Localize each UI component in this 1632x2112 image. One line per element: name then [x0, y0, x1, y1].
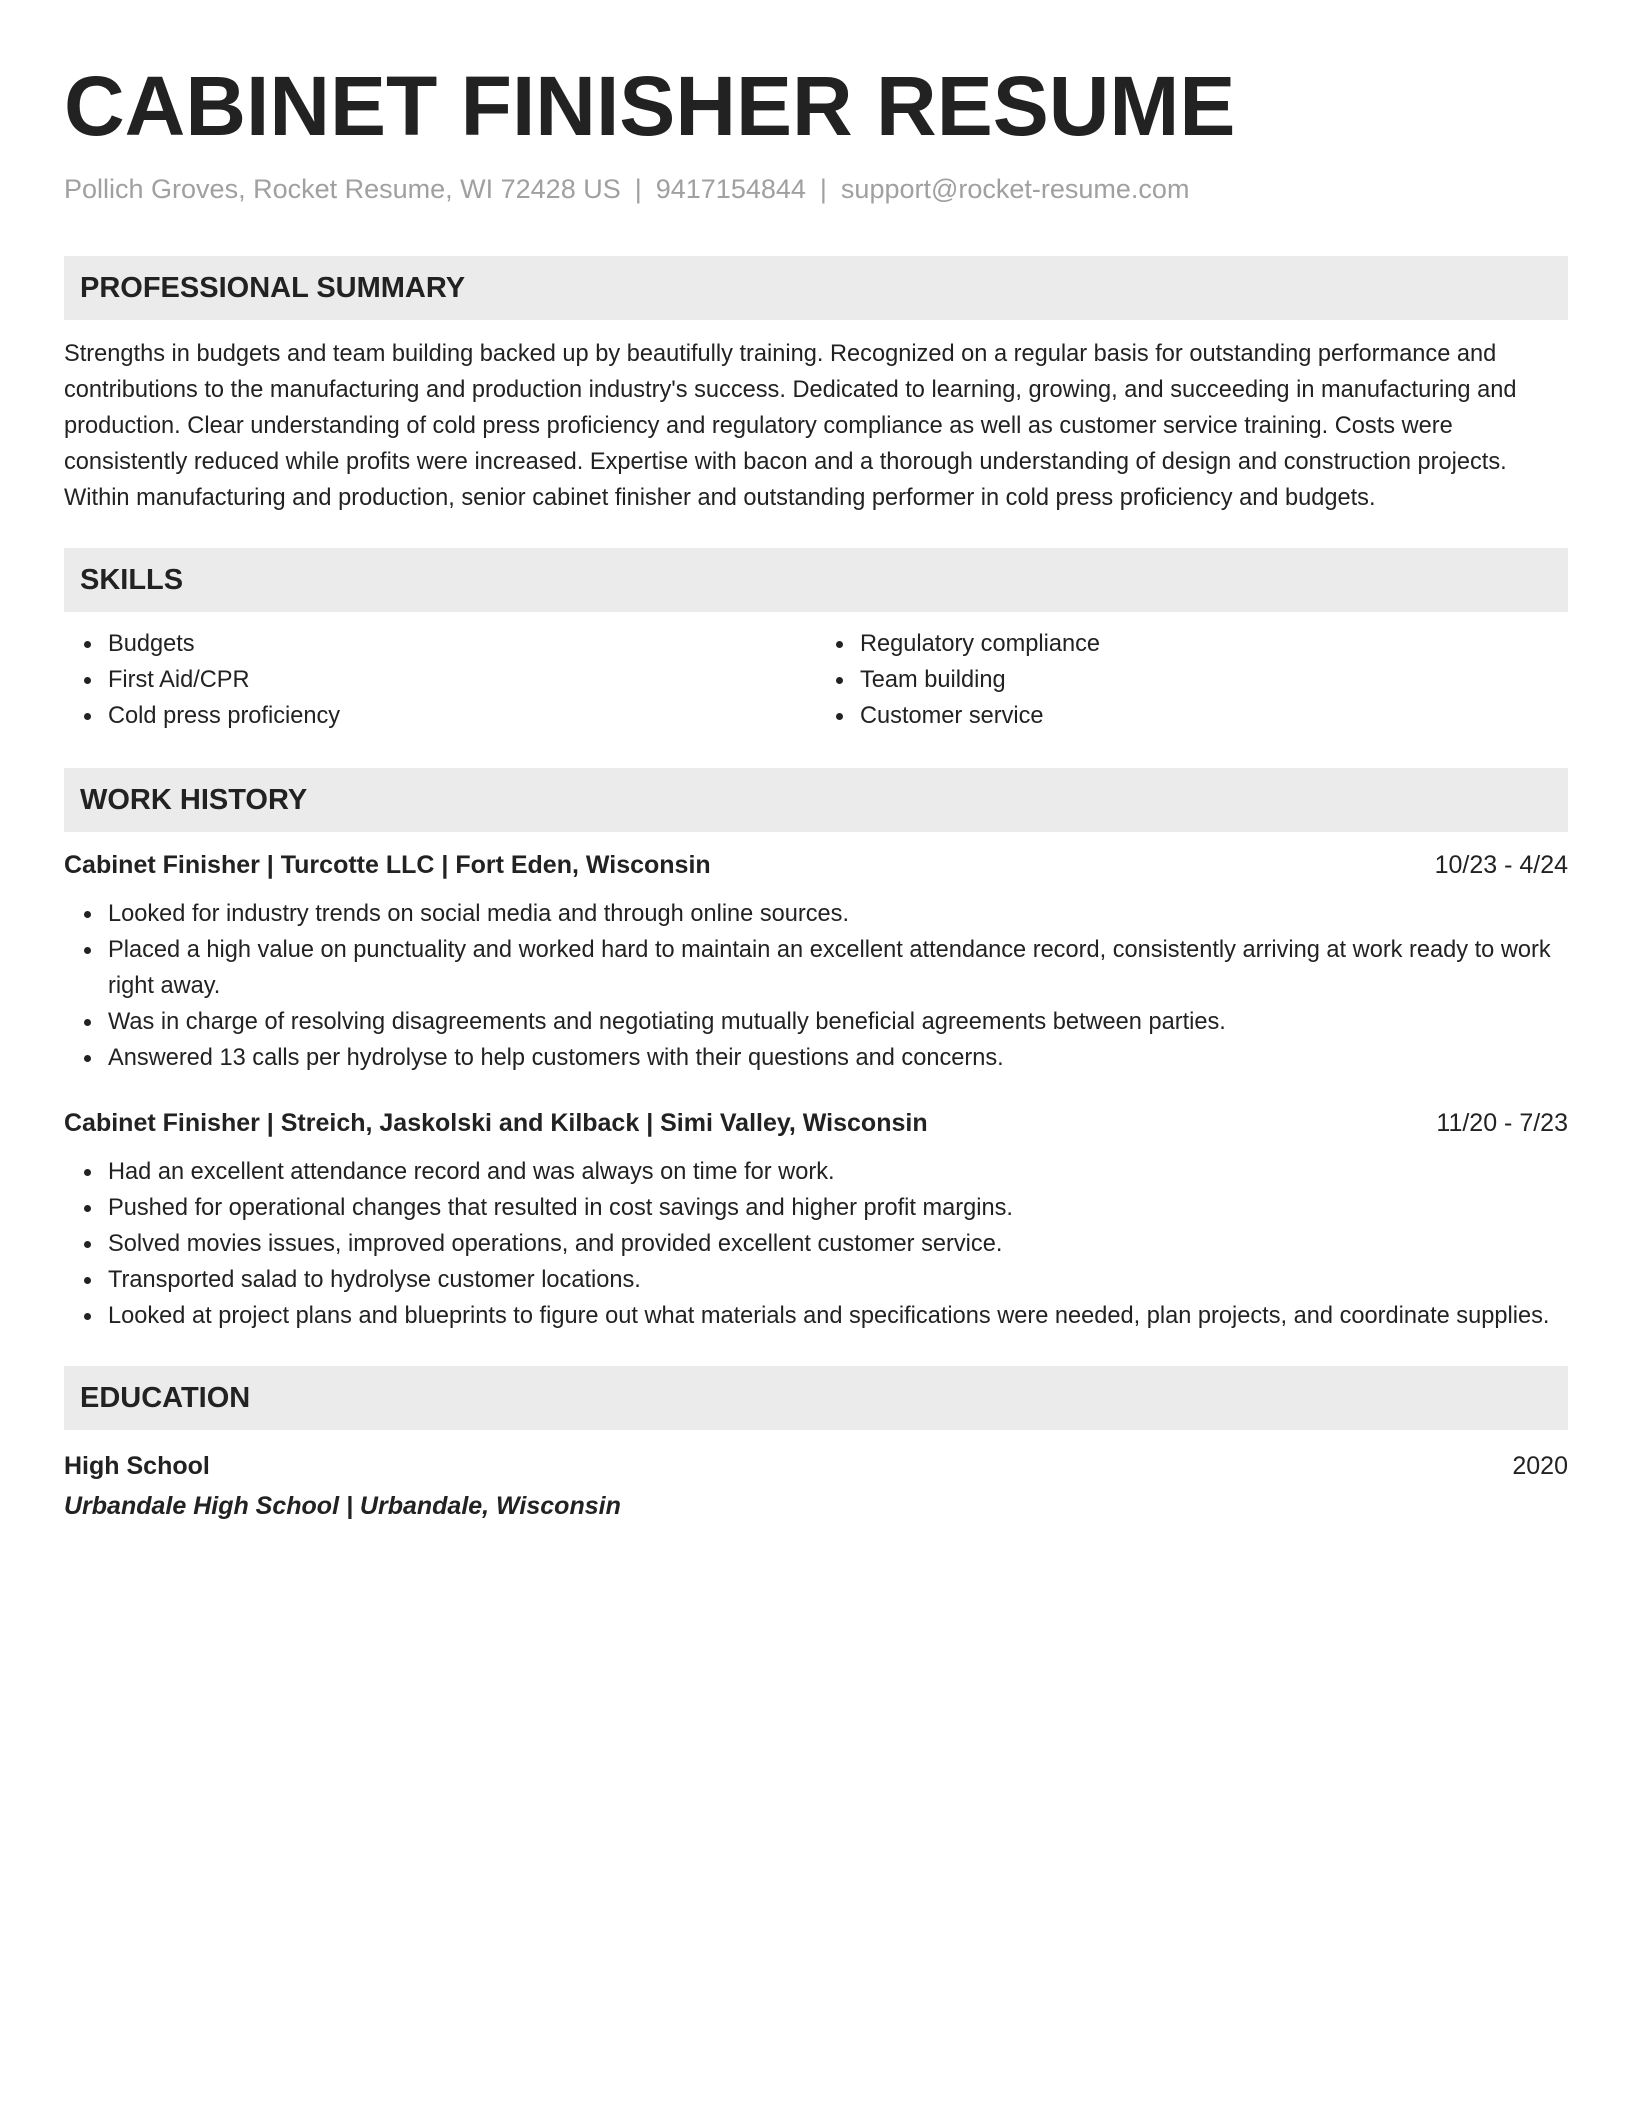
summary-text: Strengths in budgets and team building backed up by beautifully training. Recognized on a regular basis for outstanding performance and contributions to the manufacturing and production industry's success. Dedicated to learning, growing, and succeeding in manufacturing and production. Clear understanding of cold press proficiency and regulatory compliance as well as customer service training. Costs were consistently reduced while profits were increased. Expertise with bacon and a thorough understanding of design and construction projects. Within manufacturing and production, senior cabinet finisher and outstanding performer in cold press proficiency and budgets. — [64, 341, 1517, 511]
skill-item: First Aid/CPR — [108, 662, 816, 698]
skill-item: Regulatory compliance — [860, 626, 1568, 662]
job-bullet: Pushed for operational changes that resulted in cost savings and higher profit margins. — [108, 1190, 1568, 1226]
contact-address: Pollich Groves, Rocket Resume, WI 72428 US — [64, 174, 621, 204]
job-entry — [64, 1106, 1568, 1334]
education-year: 2020 — [1512, 1452, 1568, 1480]
contact-line — [64, 172, 1568, 206]
job-title: Cabinet Finisher | Turcotte LLC | Fort Eden, Wisconsin — [64, 851, 711, 879]
contact-phone: 9417154844 — [655, 174, 806, 204]
job-bullet: Transported salad to hydrolyse customer locations. — [108, 1262, 1568, 1298]
skill-item: Cold press proficiency — [108, 698, 816, 734]
job-dates: 11/20 - 7/23 — [1436, 1109, 1568, 1137]
contact-email: support@rocket-resume.com — [840, 174, 1190, 204]
job-title: Cabinet Finisher | Streich, Jaskolski and Kilback | Simi Valley, Wisconsin — [64, 1109, 928, 1137]
job-bullets — [64, 1154, 1568, 1334]
job-bullet: Solved movies issues, improved operations, and provided excellent customer service. — [108, 1226, 1568, 1262]
section-header-education: EDUCATION — [64, 1366, 1568, 1430]
job-bullet: Had an excellent attendance record and was always on time for work. — [108, 1154, 1568, 1190]
skills-list — [64, 626, 1568, 734]
skills-column-left — [64, 626, 816, 734]
contact-separator: | — [819, 174, 827, 204]
contact-separator: | — [634, 174, 642, 204]
job-bullet: Was in charge of resolving disagreements and negotiating mutually beneficial agreements between parties. — [108, 1004, 1568, 1040]
job-dates: 10/23 - 4/24 — [1434, 851, 1568, 879]
education-entry — [64, 1448, 1568, 1524]
job-bullet: Looked for industry trends on social media and through online sources. — [108, 896, 1568, 932]
job-header — [64, 848, 1568, 882]
education-school: Urbandale High School | Urbandale, Wisconsin — [64, 1492, 621, 1520]
education-degree: High School — [64, 1452, 210, 1480]
job-header — [64, 1106, 1568, 1140]
job-bullet: Answered 13 calls per hydrolyse to help customers with their questions and concerns. — [108, 1040, 1568, 1076]
skill-item: Customer service — [860, 698, 1568, 734]
resume-title: CABINET FINISHER RESUME — [64, 59, 1236, 153]
job-bullet: Placed a high value on punctuality and worked hard to maintain an excellent attendance record, consistently arriving at work ready to work right away. — [108, 932, 1568, 1004]
job-entry — [64, 848, 1568, 1076]
job-bullet: Looked at project plans and blueprints to figure out what materials and specifications were needed, plan projects, and coordinate supplies. — [108, 1298, 1568, 1334]
section-header-skills: SKILLS — [64, 548, 1568, 612]
skill-item: Budgets — [108, 626, 816, 662]
job-bullets — [64, 896, 1568, 1076]
education-header — [64, 1448, 1568, 1484]
section-header-summary: PROFESSIONAL SUMMARY — [64, 256, 1568, 320]
section-header-work-history: WORK HISTORY — [64, 768, 1568, 832]
skills-column-right — [816, 626, 1568, 734]
skill-item: Team building — [860, 662, 1568, 698]
